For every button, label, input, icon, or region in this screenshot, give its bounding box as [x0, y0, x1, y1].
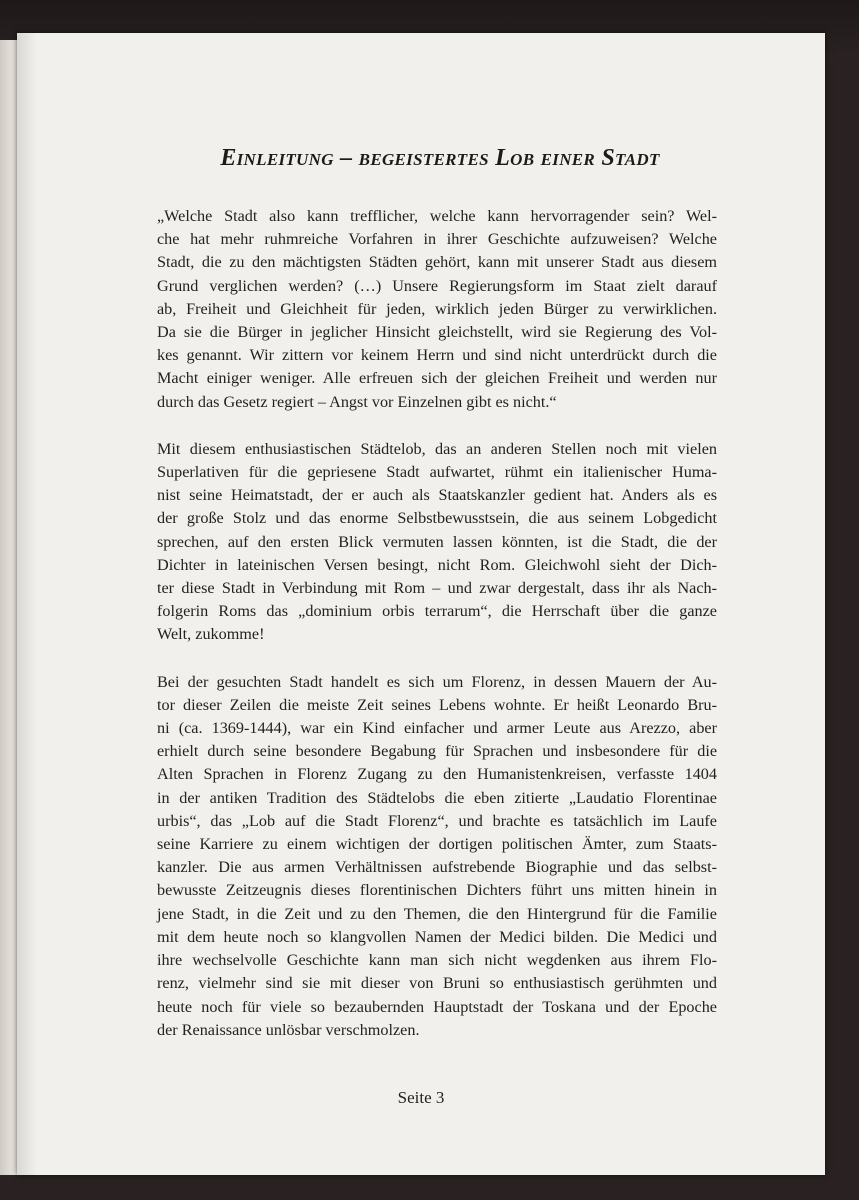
paragraph	[157, 205, 717, 414]
text-line: Welt, zukomme!	[157, 625, 265, 644]
text-line: erhielt durch seine besondere Begabung für Sprachen und insbesondere für die	[157, 742, 717, 761]
paragraph	[157, 438, 717, 647]
text-line: kanzler. Die aus armen Verhältnissen aufstrebende Biographie und das selbst-	[157, 858, 717, 877]
text-line: Dichter in lateinischen Versen besingt, nicht Rom. Gleichwohl sieht der Dich-	[157, 555, 717, 574]
text-line: Macht einiger weniger. Alle erfreuen sich der gleichen Freiheit und werden nur	[157, 369, 717, 388]
text-line: kes genannt. Wir zittern vor keinem Herrn und sind nicht unterdrückt durch die	[157, 346, 717, 365]
book-page	[17, 33, 825, 1175]
text-line: nist seine Heimatstadt, der er auch als Staatskanzler gedient hat. Anders als es	[157, 486, 717, 505]
text-line: jene Stadt, in die Zeit und zu den Themen, die den Hintergrund für die Familie	[157, 904, 717, 923]
text-line: seine Karriere zu einem wichtigen der dortigen politischen Ämter, zum Staats-	[157, 835, 717, 854]
body-text	[157, 205, 717, 1042]
text-line: folgerin Roms das „dominium orbis terrarum“, die Herrschaft über die ganze	[157, 602, 717, 621]
text-line: urbis“, das „Lob auf die Stadt Florenz“, und brachte es tatsächlich im Laufe	[157, 811, 717, 830]
text-line: Grund verglichen werden? (…) Unsere Regierungsform im Staat zielt darauf	[157, 276, 717, 295]
text-line: ab, Freiheit und Gleichheit für jeden, wirklich jeden Bürger zu verwirklichen.	[157, 299, 717, 318]
text-line: mit dem heute noch so klangvollen Namen der Medici bilden. Die Medici und	[157, 927, 717, 946]
text-line: „Welche Stadt also kann trefflicher, welche kann hervorragender sein? Wel-	[157, 207, 717, 225]
paragraph	[157, 671, 717, 1042]
text-line: ter diese Stadt in Verbindung mit Rom – und zwar dergestalt, dass ihr als Nach-	[157, 579, 717, 598]
text-line: sprechen, auf den ersten Blick vermuten lassen könnten, ist die Stadt, die der	[157, 532, 717, 551]
chapter-title: Einleitung – begeistertes Lob einer Stadt	[220, 145, 660, 171]
text-line: Stadt, die zu den mächtigsten Städten gehört, kann mit unserer Stadt aus diesem	[157, 253, 717, 272]
text-line: durch das Gesetz regiert – Angst vor Einzelnen gibt es nicht.“	[157, 392, 557, 411]
text-line: ni (ca. 1369-1444), war ein Kind einfacher und armer Leute aus Arezzo, aber	[157, 719, 717, 738]
text-line: Mit diesem enthusiastischen Städtelob, das an anderen Stellen noch mit vielen	[157, 439, 717, 458]
text-line: Alten Sprachen in Florenz Zugang zu den Humanistenkreisen, verfasste 1404	[157, 765, 717, 784]
text-line: in der antiken Tradition des Städtelobs die eben zitierte „Laudatio Florentinae	[157, 788, 717, 807]
text-line: heute noch für viele so bezaubernden Hauptstadt der Toskana und der Epoche	[157, 997, 717, 1016]
text-line: ihre wechselvolle Geschichte kann man sich nicht wegdenken aus ihrem Flo-	[157, 951, 717, 970]
text-line: der Renaissance unlösbar verschmolzen.	[157, 1020, 420, 1039]
text-line: Bei der gesuchten Stadt handelt es sich um Florenz, in dessen Mauern der Au-	[157, 672, 717, 691]
text-line: renz, vielmehr sind sie mit dieser von Bruni so enthusiastisch gerühmten und	[157, 974, 717, 993]
text-line: bewusste Zeitzeugnis dieses florentinischen Dichters führt uns mitten hinein in	[157, 881, 717, 900]
text-line: Da sie die Bürger in jeglicher Hinsicht gleichstellt, wird sie Regierung des Vol-	[157, 323, 717, 342]
text-line: che hat mehr ruhmreiche Vorfahren in ihrer Geschichte aufzuweisen? Welche	[157, 230, 717, 249]
paragraph-gap	[157, 414, 717, 438]
paragraph-gap	[157, 647, 717, 671]
text-line: tor dieser Zeilen die meiste Zeit seines Lebens wohnte. Er heißt Leonardo Bru-	[157, 695, 717, 714]
text-line: Superlativen für die gepriesene Stadt aufwartet, rühmt ein italienischer Huma-	[157, 463, 717, 482]
text-line: der große Stolz und das enorme Selbstbewusstsein, die aus seinem Lobgedicht	[157, 509, 717, 528]
page-gutter-shadow	[17, 33, 37, 1175]
page-number: Seite 3	[397, 1088, 445, 1107]
